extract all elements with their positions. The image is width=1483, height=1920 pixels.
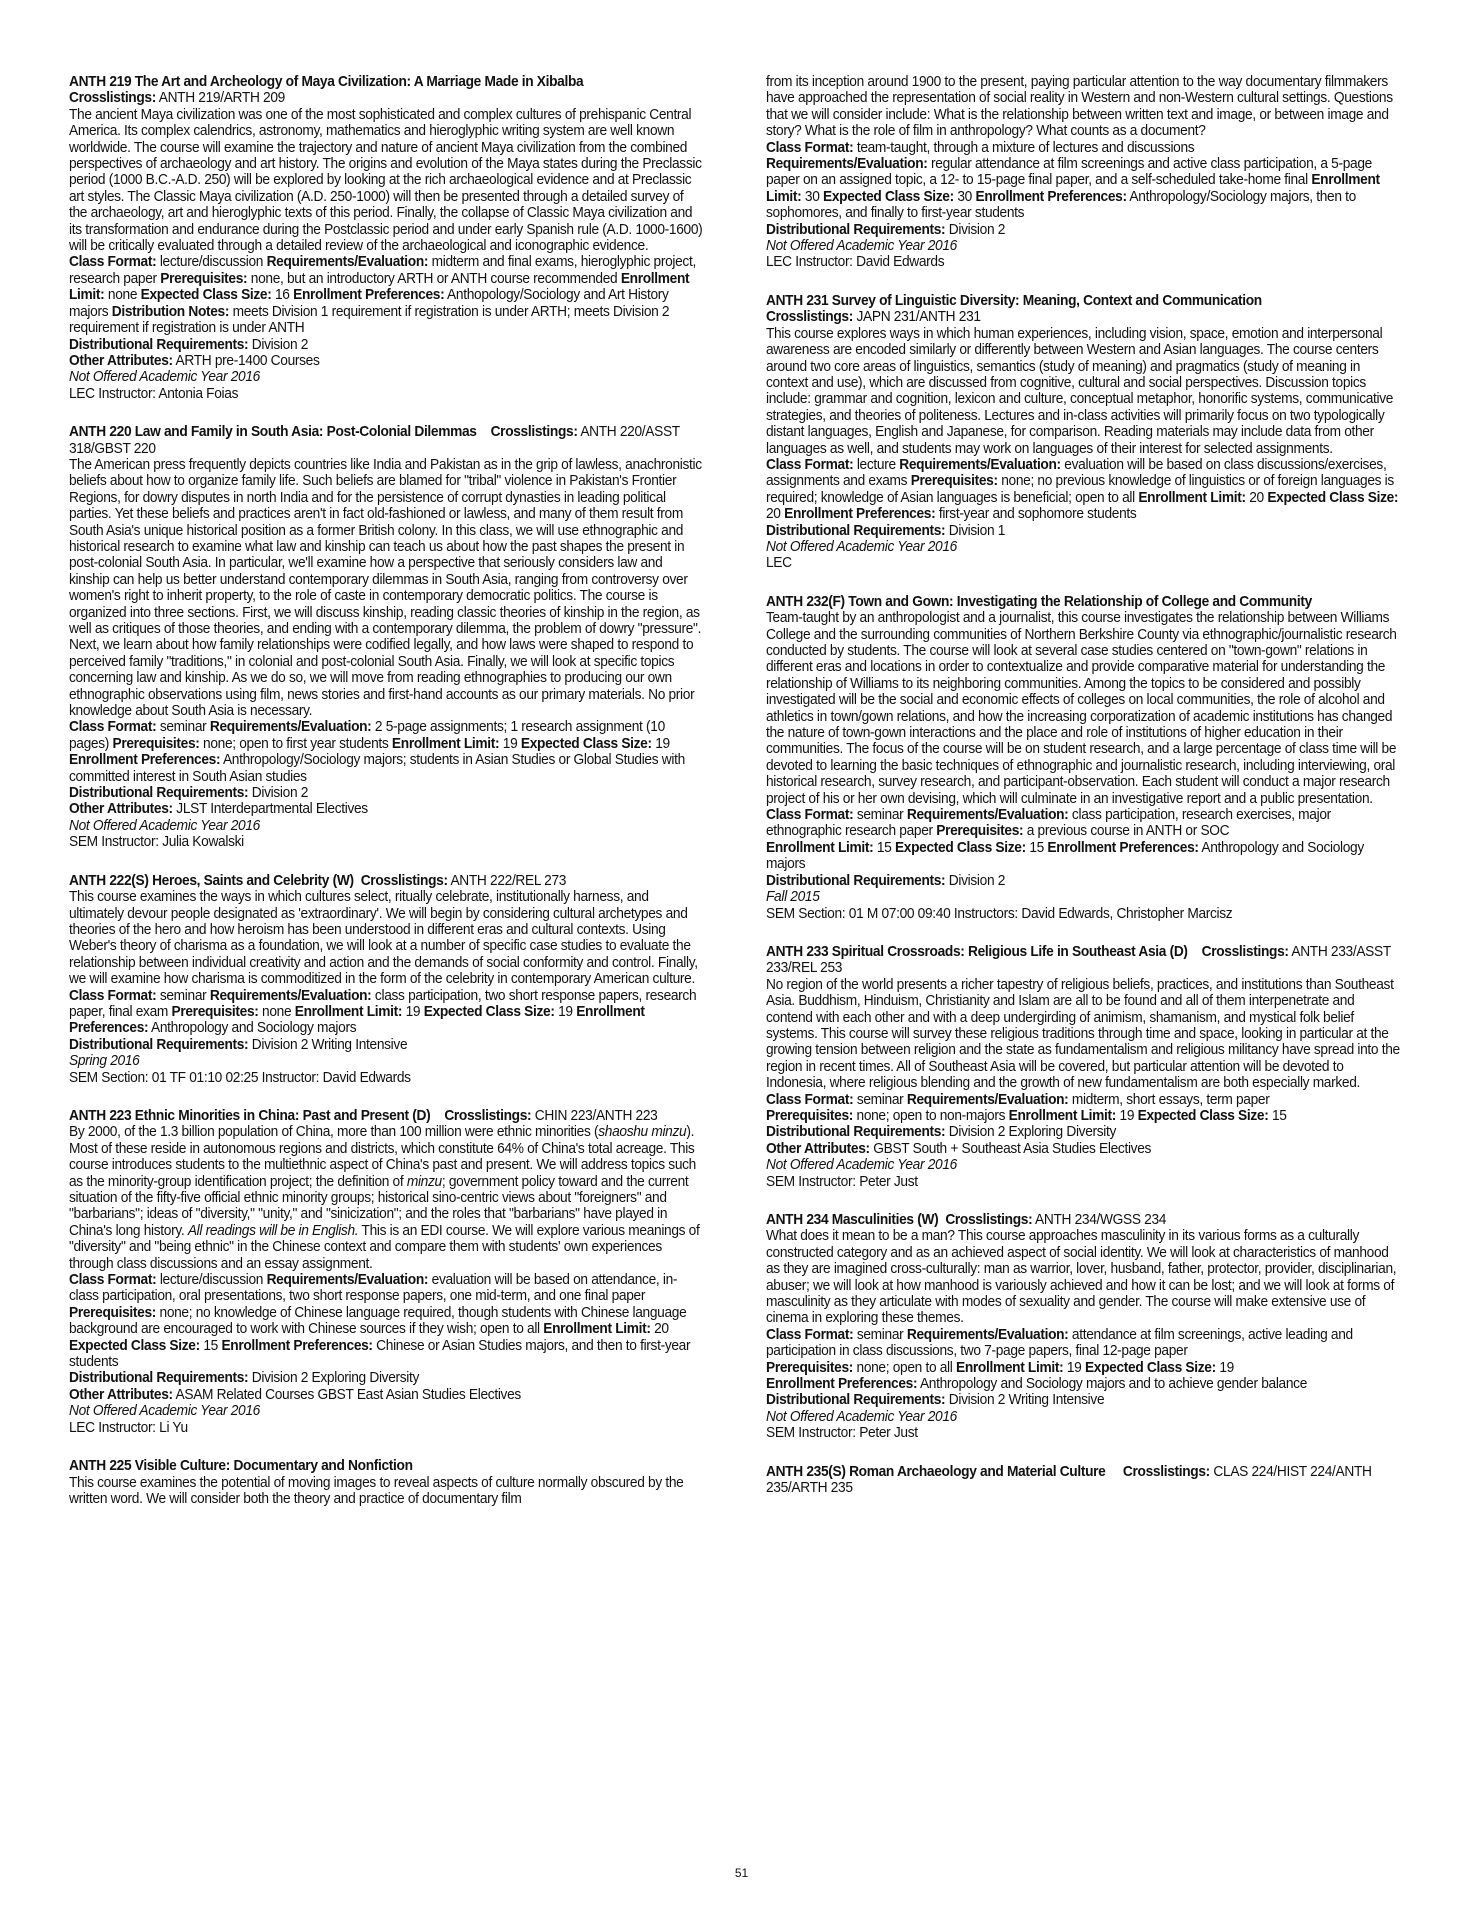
crosslistings-label: Crosslistings: [360, 872, 448, 889]
prerequisites-label: Prerequisites: [69, 1304, 157, 1321]
enrollment-limit-label: Enrollment Limit: [294, 1003, 403, 1020]
expected-class-size: 15 [203, 1337, 218, 1354]
expected-class-size: 19 [1219, 1359, 1234, 1376]
left-column [69, 74, 703, 1529]
class-format: lecture/discussion [159, 1272, 264, 1289]
requirements-label: Requirements/Evaluation: [209, 719, 372, 736]
section-info: SEM Section: 01 TF 01:10 02:25 Instructor: David Edwards [69, 1069, 411, 1086]
enrollment-preferences-label: Enrollment Preferences: [293, 287, 445, 304]
section-info: SEM Instructor: Peter Just [766, 1173, 918, 1190]
offering-term: Not Offered Academic Year 2016 [766, 538, 957, 555]
crosslistings: CLAS 224/HIST 224/ANTH 235/ARTH 235 [766, 1463, 1372, 1497]
other-attributes: JLST Interdepartmental Electives [176, 801, 368, 818]
expected-class-size-label: Expected Class Size: [520, 735, 652, 752]
course-title: ANTH 234 Masculinities (W) [766, 1212, 939, 1228]
enrollment-limit-label: Enrollment Limit: [543, 1321, 651, 1338]
distributional-requirements-label: Distributional Requirements: [69, 1370, 249, 1387]
prerequisites-label: Prerequisites: [160, 270, 248, 287]
class-format-label: Class Format: [766, 1326, 854, 1343]
class-format-label: Class Format: [766, 139, 854, 156]
enrollment-limit: none [107, 287, 138, 304]
crosslistings-label: Crosslistings: [444, 1107, 532, 1124]
enrollment-preferences-label: Enrollment Preferences: [69, 752, 221, 769]
offering-term: Not Offered Academic Year 2016 [69, 817, 260, 834]
class-format: lecture/discussion [159, 254, 264, 271]
enrollment-limit: 19 [502, 735, 518, 752]
requirements: midterm and final exams, hieroglyphic project, research paper [69, 254, 696, 287]
prerequisites: none; open to first year students [203, 735, 389, 752]
class-format: seminar [856, 1091, 904, 1108]
expected-class-size-label: Expected Class Size: [1084, 1359, 1216, 1376]
requirements-label: Requirements/Evaluation: [899, 456, 1061, 473]
other-attributes-label: Other Attributes: [69, 352, 173, 369]
prerequisites-label: Prerequisites: [171, 1003, 259, 1020]
requirements: regular attendance at film screenings and active class participation, a 5-page paper on an assigned topic, a 12- to 15-page final paper, and a self-scheduled take-home final [766, 156, 1372, 189]
enrollment-preferences: Anthropology/Sociology majors; students in Asian Studies or Global Studies with committed interest in South Asian studies [69, 752, 685, 785]
requirements: class participation, two short response papers, research paper, final exam [69, 987, 697, 1020]
offering-term: Not Offered Academic Year 2016 [766, 1408, 957, 1425]
expected-class-size-label: Expected Class Size: [894, 839, 1026, 856]
course-anth-223 [69, 1108, 703, 1436]
crosslistings: JAPN 231/ANTH 231 [856, 309, 981, 326]
offering-term: Not Offered Academic Year 2016 [766, 238, 957, 255]
course-title: ANTH 231 Survey of Linguistic Diversity: Meaning, Context and Communication [766, 292, 1262, 309]
enrollment-preferences: Chinese or Asian Studies majors, and then to first-year students [69, 1337, 691, 1371]
offering-term: Not Offered Academic Year 2016 [69, 1403, 260, 1420]
distributional-requirements: Division 2 [948, 872, 1006, 889]
prerequisites: none; no previous knowledge of linguistics or of foreign languages is required; knowledge of Asian languages is beneficial; open to all [766, 473, 1394, 506]
course-anth-231 [766, 293, 1400, 572]
course-description: This course examines the potential of moving images to reveal aspects of culture normally obscured by the written word. We will consider both the theory and practice of documentary film [69, 1474, 684, 1507]
page-number: 51 [734, 1866, 749, 1880]
enrollment-preferences: Anthropology/Sociology majors, then to sophomores, and finally to first-year students [766, 188, 1356, 222]
enrollment-limit: 30 [804, 188, 820, 205]
requirements-label: Requirements/Evaluation: [906, 807, 1069, 824]
distributional-requirements: Division 2 Exploring Diversity [251, 1370, 420, 1387]
class-format: seminar [159, 719, 207, 736]
expected-class-size: 20 [766, 506, 781, 523]
distributional-requirements-label: Distributional Requirements: [69, 336, 249, 353]
other-attributes: GBST South + Southeast Asia Studies Electives [873, 1140, 1152, 1157]
requirements: 2 5-page assignments; 1 research assignment (10 pages) [69, 719, 665, 752]
distributional-requirements-label: Distributional Requirements: [766, 1124, 946, 1141]
other-attributes-label: Other Attributes: [69, 801, 173, 818]
requirements-label: Requirements/Evaluation: [266, 254, 429, 271]
enrollment-limit: 19 [1119, 1107, 1135, 1124]
class-format-label: Class Format: [766, 456, 854, 473]
expected-class-size: 19 [558, 1003, 573, 1020]
expected-class-size-label: Expected Class Size: [1137, 1107, 1269, 1124]
enrollment-limit-label: Enrollment Limit: [1138, 489, 1246, 506]
expected-class-size: 19 [655, 735, 670, 752]
course-description-italic: minzu [406, 1173, 442, 1190]
course-anth-219 [69, 74, 703, 402]
class-format: team-taught, through a mixture of lectures and discussions [856, 139, 1195, 156]
prerequisites-label: Prerequisites: [112, 735, 200, 752]
crosslistings-label: Crosslistings: [945, 1212, 1033, 1228]
prerequisites-label: Prerequisites: [936, 823, 1024, 840]
course-title: ANTH 233 Spiritual Crossroads: Religious Life in Southeast Asia (D) [766, 943, 1188, 960]
enrollment-preferences-label: Enrollment Preferences: [1047, 839, 1199, 856]
enrollment-preferences-label: Enrollment Preferences: [975, 188, 1127, 205]
crosslistings-label: Crosslistings: [1201, 943, 1289, 960]
crosslistings: ANTH 233/ASST 233/REL 253 [766, 943, 1391, 977]
distribution-notes: meets Division 1 requirement if registration is under ARTH; meets Division 2 requirement if registration is under ANTH [69, 303, 670, 337]
enrollment-limit: 19 [405, 1003, 421, 1020]
distributional-requirements: Division 1 [948, 522, 1006, 539]
prerequisites: none; open to all [856, 1359, 953, 1376]
requirements: class participation, research exercises, major ethnographic research paper [766, 807, 1331, 840]
course-anth-235 [766, 1464, 1400, 1497]
class-format-label: Class Format: [69, 719, 157, 736]
requirements: attendance at film screenings, active leading and participation in class discussions, two 7-page papers, final 12-page paper [766, 1326, 1353, 1360]
distributional-requirements: Division 2 Writing Intensive [948, 1392, 1105, 1409]
course-description: This course explores ways in which human experiences, including vision, space, emotion and interpersonal awareness are encoded similarly or differently between Western and Asian languages. The course centers around two core areas of linguistics, semantics (study of meaning) and pragmatics (study of meaning in context and use), which are discussed from cognitive, cultural and social perspectives. Discussion topics include: grammar and cognition, lexicon and culture, conceptual metaphor, honorific systems, communicative strategies, and theories of politeness. Lectures and in-class activities will primarily focus on two typologically distant languages, English and Japanese, for comparison. Reading materials may include data from other languages as well, and students may work on languages of their interest for selected assignments. [766, 325, 1394, 457]
expected-class-size-label: Expected Class Size: [823, 188, 954, 205]
expected-class-size-label: Expected Class Size: [140, 287, 272, 304]
other-attributes: ASAM Related Courses GBST East Asian Studies Electives [175, 1386, 521, 1403]
prerequisites-label: Prerequisites: [766, 1359, 854, 1376]
expected-class-size: 15 [1271, 1107, 1287, 1124]
enrollment-preferences-label: Enrollment Preferences: [221, 1337, 373, 1354]
enrollment-preferences: Anthopology/Sociology and Art History majors [69, 287, 669, 320]
enrollment-limit-label: Enrollment Limit: [766, 172, 1380, 205]
course-anth-220 [69, 424, 703, 851]
offering-term: Not Offered Academic Year 2016 [69, 369, 260, 386]
enrollment-preferences-label: Enrollment Preferences: [69, 1003, 645, 1037]
class-format-label: Class Format: [69, 254, 157, 271]
expected-class-size: 16 [274, 287, 290, 304]
enrollment-preferences-label: Enrollment Preferences: [784, 506, 936, 523]
course-description: No region of the world presents a richer tapestry of religious beliefs, practices, and institutions than Southeast Asia. Buddhism, Hinduism, Christianity and Islam are all to be found and all of them interpenetrate and contend with each other and with a deep undergirding of animism, shamanism, and mystical folk belief systems. This course will survey these religious traditions through time and space, looking in particular at the growing tension between religion and the state as fundamentalism and religious militancy have spread into the region in recent times. All of Southeast Asia will be covered, but particular attention will be devoted to Indonesia, where religious blending and the growth of new fundamentalism are both especially marked. [766, 976, 1400, 1092]
course-description: The American press frequently depicts countries like India and Pakistan as in the grip of lawless, anachronistic beliefs about how to organize family life. Such beliefs are blamed for "tribal" violence in Pakistan's Frontier Regions, for dowry disputes in north India and for the persistence of corrupt dynasties in leading political parties. Yet these beliefs and practices aren't in fact old-fashioned or lawless, and many of them result from South Asia's unique historical position as a former British colony. In this class, we will use ethnographic and historical research to examine what law and kinship can teach us about how the past shapes the present in post-colonial South Asia. In particular, we'll examine how a perspective that seriously considers law and kinship can help us better understand contemporary dilemmas in South Asia, ranging from controversy over women's right to inherit property, to the role of caste in contemporary democratic politics. The course is organized into three sections. First, we will discuss kinship, reading classic theories of kinship in the region, as well as critiques of those theories, and ending with a contemporary dilemma, the problem of dowry "pressure". Next, we learn about how family relationships were codified legally, and how laws were shaped to respond to perceived family "traditions," in colonial and post-colonial South Asia. Finally, we will look at specific topics concerning law and kinship. As we do so, we will move from reading ethnographies to producing our own ethnographic observations using film, news stories and first-hand accounts as our primary materials. No prior knowledge about South Asia is necessary. [69, 456, 702, 720]
course-title: ANTH 235(S) Roman Archaeology and Material Culture [766, 1463, 1106, 1480]
course-description: The ancient Maya civilization was one of the most sophisticated and complex cultures of prehispanic Central America. Its complex calendrics, astronomy, mathematics and hieroglyphic writing system are well known worldwide. The course will examine the trajectory and nature of ancient Maya civilization from the combined perspectives of archaeology and art history. The origins and evolution of the Maya states during the Preclassic period (1000 B.C.-A.D. 250) will be explored by looking at the rich archaeological evidence and at Preclassic art styles. The Classic Maya civilization (A.D. 250-1000) will then be presented through a detailed survey of the archaeology, art and hieroglyphic texts of this period. Finally, the collapse of Classic Maya civilization and its transformation and endurance during the Postclassic period and under early Spanish rule (A.D. 1000-1600) will be critically evaluated through a detailed review of the archaeological and iconographic evidence. [69, 106, 703, 255]
section-info: SEM Instructor: Peter Just [766, 1425, 918, 1442]
distributional-requirements: Division 2 Writing Intensive [251, 1036, 408, 1053]
course-description-part: By 2000, of the 1.3 billion population of China, more than 100 million were ethnic minorities ( [69, 1124, 599, 1141]
requirements-label: Requirements/Evaluation: [766, 156, 928, 173]
enrollment-limit-label: Enrollment Limit: [766, 839, 874, 856]
enrollment-limit: 15 [876, 839, 892, 856]
requirements-label: Requirements/Evaluation: [906, 1091, 1069, 1108]
course-anth-225 [69, 1458, 703, 1507]
prerequisites-label: Prerequisites: [766, 1107, 854, 1124]
crosslistings-label: Crosslistings: [69, 90, 156, 107]
course-anth-234 [766, 1212, 1400, 1442]
course-description-part: ; government policy toward and the current situation of the fifty-five official ethnic minority groups; historical sino-centric views about "foreigners" and "barbarians"; ideas of "diversity," "unity," and "sinicization"; and the roles that "barbarians" have played in China's long history. [69, 1173, 689, 1239]
expected-class-size-label: Expected Class Size: [423, 1003, 555, 1020]
expected-class-size: 15 [1029, 839, 1044, 856]
class-format-label: Class Format: [69, 1272, 157, 1289]
offering-term: Spring 2016 [69, 1053, 140, 1070]
course-description-italic: All readings will be in English. [187, 1222, 359, 1239]
distributional-requirements-label: Distributional Requirements: [766, 1392, 946, 1409]
distributional-requirements: Division 2 [251, 336, 309, 353]
prerequisites: none; no knowledge of Chinese language required, though students with Chinese language background are encouraged to work with Chinese sources if they wish; open to all [69, 1304, 687, 1338]
class-format: lecture [856, 456, 896, 473]
expected-class-size-label: Expected Class Size: [69, 1337, 200, 1354]
distributional-requirements-label: Distributional Requirements: [69, 1036, 249, 1053]
enrollment-limit-label: Enrollment Limit: [69, 270, 690, 304]
enrollment-preferences: Anthropology and Sociology majors [766, 839, 1364, 873]
crosslistings: ANTH 219/ARTH 209 [158, 90, 285, 107]
crosslistings: ANTH 222/REL 273 [450, 872, 567, 889]
section-info: LEC Instructor: Li Yu [69, 1419, 188, 1436]
class-format-label: Class Format: [766, 807, 854, 824]
enrollment-limit: 20 [654, 1321, 669, 1338]
course-description: This course examines the ways in which cultures select, ritually celebrate, institutionally harness, and ultimately devour people designated as 'extraordinary'. We will begin by considering cultural archetypes and theories of the hero and how heroism has been understood in different eras and cultural contexts. Using Weber's theory of charisma as a foundation, we will look at a number of specific case studies to evaluate the relationship between individual creativity and action and the demands of social conformity and control. Finally, we will examine how charisma is commoditized in the form of the celebrity in contemporary American culture. [69, 889, 698, 988]
class-format: seminar [856, 1326, 904, 1343]
expected-class-size: 30 [957, 188, 972, 205]
enrollment-preferences: Anthropology and Sociology majors and to achieve gender balance [919, 1376, 1308, 1393]
course-description: What does it mean to be a man? This course approaches masculinity in its various forms as a culturally constructed category and as an achieved aspect of social identity. We will look at characteristics of manhood as they are imagined cross-culturally: man as warrior, lover, husband, father, protector, provider, disciplinarian, abuser; we will look at how manhood is variously achieved and how it can be lost; and we will look at forms of masculinity as they articulate with modes of sexuality and gender. The course will make extensive use of cinema in exploring these themes. [766, 1228, 1397, 1327]
crosslistings: ANTH 220/ASST 318/GBST 220 [69, 424, 680, 457]
crosslistings-label: Crosslistings: [490, 424, 578, 441]
other-attributes-label: Other Attributes: [69, 1386, 173, 1403]
prerequisites: none; open to non-majors [856, 1107, 1006, 1124]
other-attributes-label: Other Attributes: [766, 1140, 870, 1157]
offering-term: Fall 2015 [766, 889, 820, 906]
prerequisites: none [262, 1003, 292, 1020]
course-title: ANTH 232(F) Town and Gown: Investigating the Relationship of College and Community [766, 593, 1312, 610]
distributional-requirements: Division 2 [251, 785, 309, 802]
requirements-label: Requirements/Evaluation: [906, 1326, 1069, 1343]
course-description-part: ). Most of these reside in autonomous regions and districts, which constitute 64% of China's total acreage. This course introduces students to the multiethnic aspect of China's past and present. We will address topics such as the minority-group identification project; the definition of [69, 1124, 696, 1190]
enrollment-limit: 20 [1249, 489, 1264, 506]
distributional-requirements: Division 2 [948, 221, 1006, 238]
distributional-requirements-label: Distributional Requirements: [69, 785, 249, 802]
section-info: LEC [766, 555, 792, 572]
class-format-label: Class Format: [69, 987, 157, 1004]
enrollment-limit: 19 [1066, 1359, 1082, 1376]
other-attributes: ARTH pre-1400 Courses [175, 352, 320, 369]
requirements: midterm, short essays, term paper [1071, 1091, 1270, 1108]
course-description: Team-taught by an anthropologist and a journalist, this course investigates the relationship between Williams College and the surrounding communities of Northern Berkshire County via ethnographic/journalistic research conducted by students. The course will look at several case studies centered on "town-gown" relations in different eras and locations in order to contextualize and provide comparative material for understanding the relationship of Williams to its neighboring communities. Among the topics to be considered and possibly investigated will be the social and economic effects of colleges on local communities, the role of alcohol and athletics in town/gown relations, and how the increasing corporatization of academic institutions has changed the nature of town-gown interactions and the place and role of institutions of higher education in their communities. The focus of the course will be on student research, and a large percentage of class time will be devoted to learning the basic techniques of ethnographic and journalistic research, including interviewing, oral historical research, survey research, and participant-observation. Each student will conduct a major research project of his or her own devising, which will culminate in an investigative report and a public presentation. [766, 610, 1397, 807]
prerequisites: a previous course in ANTH or SOC [1026, 823, 1230, 840]
prerequisites: none, but an introductory ARTH or ANTH course recommended [250, 270, 618, 287]
course-description-part: This is an EDI course. We will explore various meanings of "diversity" and "being ethnic" in the Chinese context and compare them with students' own experiences through class discussions and an essay assignment. [69, 1222, 700, 1272]
course-anth-225-continued [766, 74, 1400, 271]
distributional-requirements-label: Distributional Requirements: [766, 522, 946, 539]
crosslistings-label: Crosslistings: [766, 309, 853, 326]
crosslistings: ANTH 234/WGSS 234 [1035, 1212, 1167, 1228]
enrollment-preferences-label: Enrollment Preferences: [766, 1376, 918, 1393]
requirements: evaluation will be based on class discussions/exercises, assignments and exams [766, 456, 1387, 490]
course-title: ANTH 225 Visible Culture: Documentary and Nonfiction [69, 1458, 413, 1475]
section-info: LEC Instructor: Antonia Foias [69, 385, 239, 402]
right-column [766, 74, 1400, 1519]
distributional-requirements: Division 2 Exploring Diversity [948, 1124, 1117, 1141]
section-info: LEC Instructor: David Edwards [766, 254, 945, 271]
crosslistings: CHIN 223/ANTH 223 [534, 1107, 658, 1124]
course-title: ANTH 220 Law and Family in South Asia: Post-Colonial Dilemmas [69, 424, 477, 441]
enrollment-limit-label: Enrollment Limit: [1008, 1107, 1117, 1124]
course-title: ANTH 223 Ethnic Minorities in China: Past and Present (D) [69, 1107, 431, 1124]
enrollment-preferences: first-year and sophomore students [938, 506, 1137, 523]
enrollment-limit-label: Enrollment Limit: [391, 735, 500, 752]
enrollment-limit-label: Enrollment Limit: [955, 1359, 1064, 1376]
offering-term: Not Offered Academic Year 2016 [766, 1157, 957, 1174]
distributional-requirements-label: Distributional Requirements: [766, 221, 946, 238]
distribution-notes-label: Distribution Notes: [111, 303, 230, 320]
class-format-label: Class Format: [766, 1091, 854, 1108]
enrollment-preferences: Anthropology and Sociology majors [151, 1020, 357, 1037]
course-anth-233 [766, 944, 1400, 1190]
crosslistings-label: Crosslistings: [1122, 1463, 1210, 1480]
course-title: ANTH 219 The Art and Archeology of Maya Civilization: A Marriage Made in Xibalba [69, 74, 584, 90]
class-format: seminar [159, 987, 207, 1004]
requirements-label: Requirements/Evaluation: [266, 1272, 429, 1289]
course-anth-222 [69, 873, 703, 1086]
section-info: SEM Section: 01 M 07:00 09:40 Instructors: David Edwards, Christopher Marcisz [766, 905, 1233, 922]
expected-class-size-label: Expected Class Size: [1267, 489, 1399, 506]
distributional-requirements-label: Distributional Requirements: [766, 872, 946, 889]
requirements: evaluation will be based on attendance, in-class participation, oral presentations, two short response papers, one mid-term, and one final paper [69, 1272, 678, 1305]
requirements-label: Requirements/Evaluation: [209, 987, 372, 1004]
course-description-italic: shaoshu minzu [598, 1124, 687, 1141]
course-title: ANTH 222(S) Heroes, Saints and Celebrity (W) [69, 872, 354, 889]
course-description: from its inception around 1900 to the present, paying particular attention to the way documentary filmmakers have approached the representation of social reality in Western and non-Western cultural settings. Questions that we will consider include: What is the relationship between written text and image, or between image and story? What is the role of film in anthropology? What counts as a document? [766, 74, 1393, 140]
course-anth-232 [766, 594, 1400, 922]
section-info: SEM Instructor: Julia Kowalski [69, 834, 244, 851]
class-format: seminar [856, 807, 904, 824]
prerequisites-label: Prerequisites: [910, 473, 998, 490]
